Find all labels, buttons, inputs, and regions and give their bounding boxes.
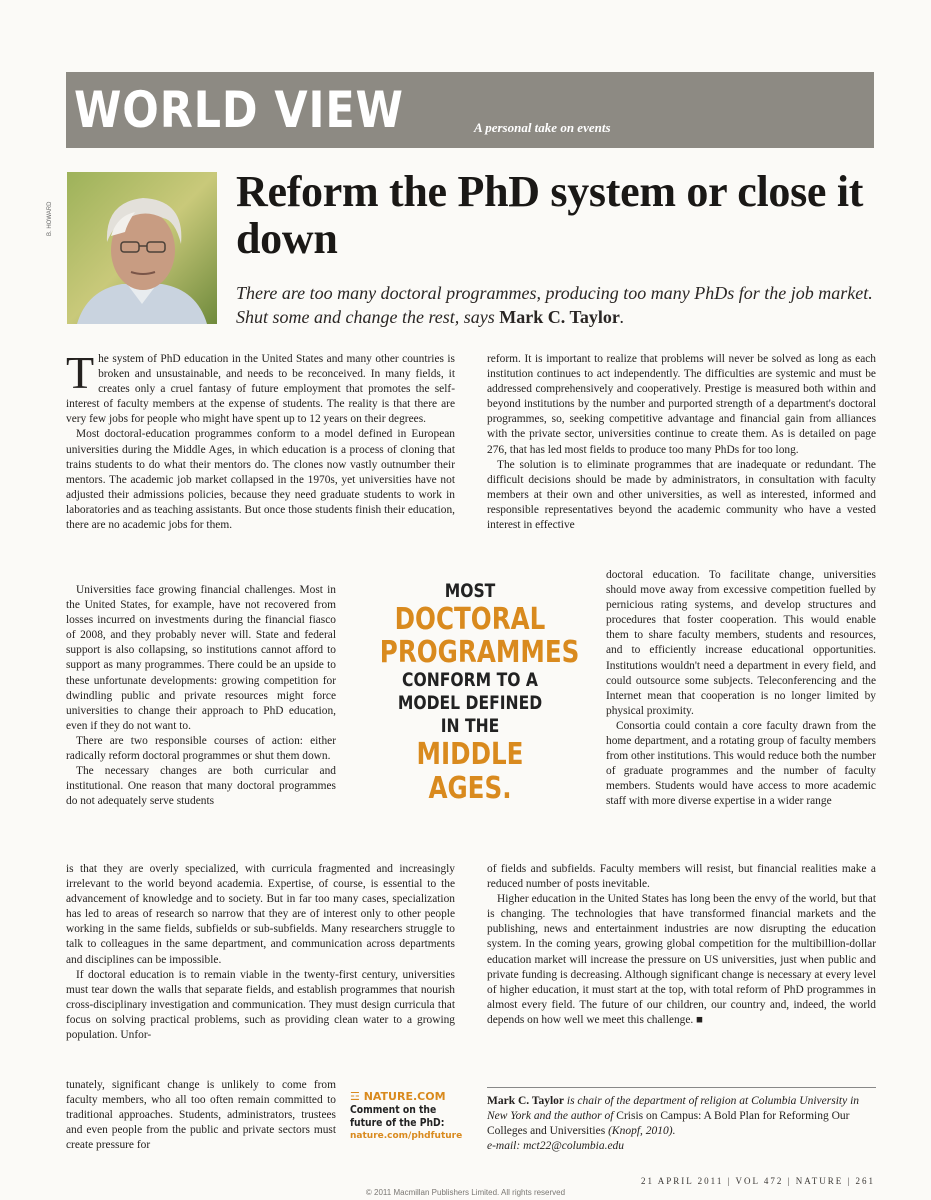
sidebar-url-link[interactable]: nature.com/phdfuture	[350, 1131, 463, 1141]
sidebar-line-2: future of the PhD:	[350, 1117, 445, 1129]
page-footer: 21 APRIL 2011 | VOL 472 | NATURE | 261	[641, 1176, 875, 1186]
paragraph-6b: tunately, significant change is unlikely to come from faculty members, who all too often remain committed to traditional approaches. Students, administrators, trustees and even people from the public and private sectors must create pressure for	[66, 1079, 336, 1152]
pull-quote-line-2: DOCTORAL	[394, 602, 546, 637]
standfirst-end: .	[619, 307, 625, 327]
paragraph-10: Higher education in the United States has long been the envy of the world, but that is changing. The technologies that have transformed financial markets and the publishing, news and entertainment industries are now disrupting the education system. In the coming years, growing global competition for the multibillion-dollar education market will increase the pressure on US universities, just when public and private funding is decreasing. Although significant change is necessary at every level of higher education, it must start at the top, with total reform of PhD programmes in almost every field. The future of our children, our country and, indeed, the world depends on how well we meet this challenge. ■	[487, 893, 876, 1026]
body-column-left-top	[66, 347, 455, 533]
drop-cap: T	[66, 347, 95, 398]
photo-credit: B. HOWARD	[47, 201, 53, 236]
paragraph-9b: of fields and subfields. Faculty members will resist, but financial realities make a reduced number of posts inevitable.	[487, 863, 876, 891]
pull-quote-line-7: MIDDLE AGES.	[416, 737, 524, 806]
pull-quote-line-6: IN THE	[440, 715, 500, 737]
pull-quote-line-1: MOST	[444, 580, 496, 602]
standfirst-text: There are too many doctoral programmes, producing too many PhDs for the job market. Shut some and change the rest, says	[236, 283, 873, 327]
body-column-left-lower	[66, 862, 455, 1043]
nature-com-sidebar	[350, 1090, 468, 1142]
paragraph-5a: The necessary changes are both curricular and institutional. One reason that many doctoral programmes do not adequately serve students	[66, 765, 336, 808]
pull-quote-line-3: PROGRAMMES	[379, 635, 580, 670]
section-subtitle: A personal take on events	[474, 120, 611, 135]
paragraph-7: reform. It is important to realize that problems will never be solved as long as each institution continues to act independently. The difficulties are systemic and must be addressed comprehensively and cooperatively. Prestige is measured both within and beyond institutions by the number and purported strength of a department's doctoral programmes, so, seeking competitive advantage and financial gain from alliances with the private sector, universities continue to create them. As is detailed on page 276, that has led most fields to produce too many PhDs for too long.	[487, 353, 876, 456]
bio-name: Mark C. Taylor	[487, 1095, 564, 1107]
paragraph-8: The solution is to eliminate programmes that are inadequate or redundant. The difficult decisions should be made by administrators, in consultation with faculty members at their own and other universities, as well as interested, informed and responsible representatives beyond the academic community who have a vested interest in effective	[487, 458, 876, 532]
paragraph-3: Universities face growing financial challenges. Most in the United States, for example, have not recovered from losses incurred on investments during the financial fiasco of 2008, and they probably never will. State and federal support is also collapsing, so institutions cannot afford to support as many programmes. There could be an upside to these unfortunate developments: growing competition for dwindling public and private resources might force universities to change their approach to PhD education, even if they do not want to.	[66, 584, 336, 732]
body-column-right-top	[487, 352, 876, 533]
sidebar-line-1: Comment on the	[350, 1104, 437, 1116]
pull-quote	[379, 580, 580, 806]
bio-text-2: (Knopf, 2010).	[605, 1125, 676, 1137]
author-photo	[67, 172, 217, 324]
standfirst-author: Mark C. Taylor	[499, 307, 620, 327]
article-headline: Reform the PhD system or close it down	[236, 167, 864, 263]
standfirst	[236, 281, 876, 329]
section-title: WORLD VIEW	[74, 81, 404, 139]
pull-quote-line-5: MODEL DEFINED	[397, 692, 543, 714]
author-bio	[487, 1087, 876, 1154]
world-view-banner	[66, 72, 874, 148]
paragraph-9: Consortia could contain a core faculty drawn from the home department, and a rotating group of faculty members from other institutions. This would reduce both the number of graduate programmes and the number of faculty members. Students would have access to more academic staff with more diverse expertise in a wider range	[606, 719, 876, 808]
body-column-left-bottom	[66, 1078, 336, 1153]
body-column-right-lower	[487, 862, 876, 1028]
bio-text-1: is chair of the department of religion at Columbia University in New York and the author of	[487, 1095, 860, 1122]
paragraph-5b: is that they are overly specialized, with curricula fragmented and increasingly irrelevant to the world beyond academia. Expertise, of course, is essential to the advancement of knowledge and to society. But in far too many cases, specialization has led to areas of research so narrow that they are of interest only to other people working in the same fields, subfields or sub-subfields. Many researchers struggle to talk to colleagues in the same department, and communication across departments and disciplines can be impossible.	[66, 863, 455, 966]
paragraph-1: he system of PhD education in the United States and many other countries is broken and unsustainable, and needs to be reconceived. In many fields, it creates only a cruel fantasy of future employment that promotes the self-interest of faculty members at the expense of students. The reality is that there are very few jobs for people who might have spent up to 12 years on their degrees.	[66, 353, 455, 426]
body-column-left-mid	[66, 583, 336, 809]
pull-quote-line-4: CONFORM TO A	[402, 669, 538, 691]
paragraph-8b: doctoral education. To facilitate change, universities should move away from excessive competition fuelled by pernicious rating systems, and develop structures and procedures that foster cooperation. This would enable them to share faculty members, students and resources, and to efficiently increase educational opportunities. Institutions wouldn't need a department in every field, and could outsource some subjects. Teleconferencing and the Internet mean that cooperation is no longer limited by physical proximity.	[606, 569, 876, 717]
bio-book-title: Crisis on Campus: A Bold Plan for Reforming Our Colleges and Universities	[487, 1110, 850, 1137]
nature-com-heading: ☲ NATURE.COM	[350, 1090, 446, 1103]
bio-email[interactable]: e-mail: mct22@columbia.edu	[487, 1140, 625, 1152]
paragraph-6: If doctoral education is to remain viable in the twenty-first century, universities must tear down the walls that separate fields, and establish programmes that nourish cross-disciplinary investigation and communication. They must design curricula that focus on solving practical problems, such as providing clean water to a growing population. Unfor-	[66, 968, 455, 1042]
copyright-notice: © 2011 Macmillan Publishers Limited. All rights reserved	[365, 1188, 566, 1197]
paragraph-4: There are two responsible courses of action: either radically reform doctoral programmes or shut them down.	[66, 734, 336, 763]
body-column-right-mid	[606, 568, 876, 810]
paragraph-2: Most doctoral-education programmes conform to a model defined in European universities during the Middle Ages, in which education is a process of cloning that trains students to do what their mentors do. The clones now vastly outnumber their mentors. The academic job market collapsed in the 1970s, yet universities have not adjusted their admissions policies, because they need graduate students to work in laboratories and as teaching assistants. But once those students finish their education, there are no academic jobs for them.	[66, 428, 455, 532]
